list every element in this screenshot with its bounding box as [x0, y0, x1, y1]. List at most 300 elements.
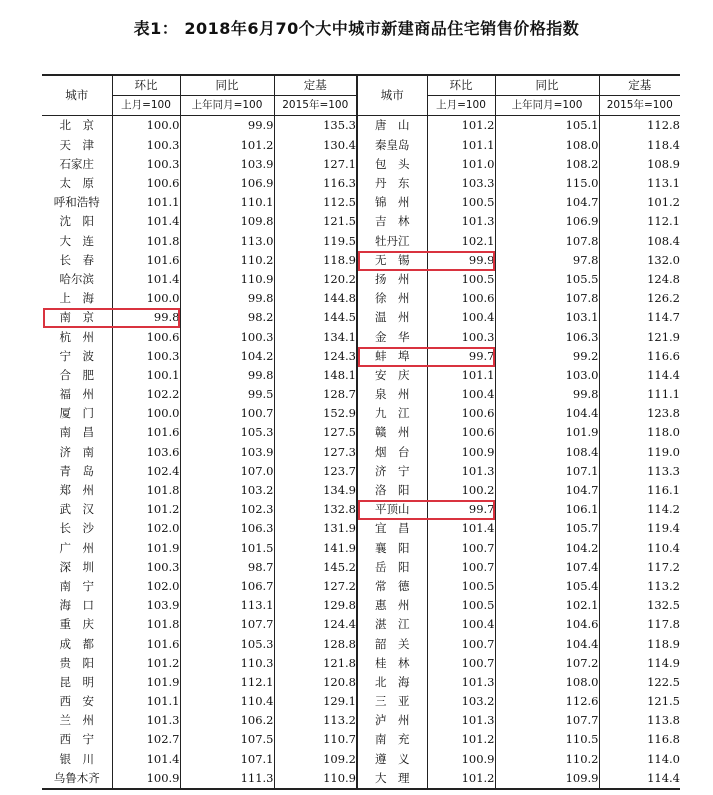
base-left-cell: 121.5	[274, 212, 357, 231]
yoy-right-cell: 110.2	[495, 750, 599, 769]
base-left-cell: 116.3	[274, 174, 357, 193]
city-left-cell: 呼和浩特	[53, 195, 100, 210]
table-row	[42, 212, 680, 231]
mom-left-cell: 102.2	[112, 385, 180, 404]
city-right-cell: 襄 阳	[357, 539, 427, 558]
yoy-left-cell: 107.7	[180, 615, 274, 634]
city-right-cell: 北 海	[357, 673, 427, 692]
base-left-cell: 127.2	[274, 577, 357, 596]
city-right-cell: 桂 林	[357, 654, 427, 673]
yoy-left-cell: 100.3	[180, 327, 274, 346]
base-left-cell: 121.8	[274, 654, 357, 673]
mom-left-cell: 101.6	[112, 634, 180, 653]
yoy-right-cell: 106.9	[495, 212, 599, 231]
base-left-cell: 152.9	[274, 404, 357, 423]
mom-right-cell: 100.6	[427, 289, 495, 308]
mom-left-cell: 100.3	[112, 347, 180, 366]
city-right-cell: 包 头	[357, 155, 427, 174]
mom-right-cell: 100.4	[427, 385, 495, 404]
city-right-cell: 温 州	[357, 308, 427, 327]
page-title: 表1： 2018年6月70个大中城市新建商品住宅销售价格指数	[133, 19, 580, 38]
mom-left-cell: 100.0	[112, 289, 180, 308]
mom-right-cell: 99.9	[427, 251, 495, 270]
city-right-cell: 洛 阳	[357, 481, 427, 500]
yoy-right-cell: 108.0	[495, 673, 599, 692]
yoy-right-cell: 102.1	[495, 596, 599, 615]
base-right-cell: 116.1	[599, 481, 680, 500]
city-left-cell: 贵 阳	[59, 655, 94, 670]
city-right-cell: 吉 林	[357, 212, 427, 231]
city-left-cell: 重 庆	[59, 617, 94, 632]
mom-left-cell: 100.6	[112, 174, 180, 193]
table-row	[42, 615, 680, 634]
city-right-cell: 三 亚	[357, 692, 427, 711]
mom-left-cell: 101.8	[112, 481, 180, 500]
table-row	[42, 692, 680, 711]
yoy-left-cell: 102.3	[180, 500, 274, 519]
yoy-left-cell: 106.2	[180, 711, 274, 730]
base-right-cell: 119.4	[599, 519, 680, 538]
yoy-left-cell: 109.8	[180, 212, 274, 231]
base-left-cell: 131.9	[274, 519, 357, 538]
city-left-cell: 石家庄	[59, 156, 94, 171]
city-right-cell: 唐 山	[357, 116, 427, 136]
table-row	[42, 539, 680, 558]
base-right-cell: 114.4	[599, 769, 680, 789]
city-right-cell: 遵 义	[357, 750, 427, 769]
city-left-cell: 南 昌	[59, 425, 94, 440]
city-right-cell: 泉 州	[357, 385, 427, 404]
subheader-yoy-right: 上年同月=100	[495, 96, 599, 116]
yoy-right-cell: 108.0	[495, 136, 599, 155]
yoy-right-cell: 104.7	[495, 481, 599, 500]
base-left-cell: 135.3	[274, 116, 357, 136]
base-left-cell: 128.7	[274, 385, 357, 404]
mom-right-cell: 99.7	[427, 347, 495, 366]
base-right-cell: 132.0	[599, 251, 680, 270]
yoy-right-cell: 105.5	[495, 270, 599, 289]
table-row	[42, 750, 680, 769]
mom-right-cell: 101.4	[427, 519, 495, 538]
subheader-mom-left: 上月=100	[112, 96, 180, 116]
yoy-left-cell: 110.1	[180, 193, 274, 212]
subheader-mom-right: 上月=100	[427, 96, 495, 116]
mom-right-cell: 101.0	[427, 155, 495, 174]
yoy-right-cell: 104.4	[495, 634, 599, 653]
mom-left-cell: 102.0	[112, 577, 180, 596]
table-row	[42, 634, 680, 653]
yoy-left-cell: 100.7	[180, 404, 274, 423]
city-left-cell: 大 连	[59, 233, 94, 248]
city-left-cell: 太 原	[59, 176, 94, 191]
yoy-left-cell: 99.9	[180, 116, 274, 136]
yoy-left-cell: 113.1	[180, 596, 274, 615]
base-left-cell: 109.2	[274, 750, 357, 769]
base-right-cell: 118.0	[599, 423, 680, 442]
city-right-cell: 南 充	[357, 730, 427, 749]
city-right-cell: 韶 关	[357, 634, 427, 653]
mom-left-cell: 100.3	[112, 136, 180, 155]
city-right-cell: 牡丹江	[357, 232, 427, 251]
yoy-left-cell: 101.5	[180, 539, 274, 558]
table-row	[42, 136, 680, 155]
yoy-left-cell: 101.2	[180, 136, 274, 155]
base-left-cell: 148.1	[274, 366, 357, 385]
base-right-cell: 113.8	[599, 711, 680, 730]
table-row	[42, 673, 680, 692]
yoy-left-cell: 103.9	[180, 443, 274, 462]
base-right-cell: 123.8	[599, 404, 680, 423]
yoy-right-cell: 107.1	[495, 462, 599, 481]
mom-left-cell: 101.8	[112, 615, 180, 634]
city-right-cell: 惠 州	[357, 596, 427, 615]
city-left-cell: 西 宁	[59, 732, 94, 747]
base-left-cell: 129.1	[274, 692, 357, 711]
mom-left-cell: 102.4	[112, 462, 180, 481]
city-right-cell: 丹 东	[357, 174, 427, 193]
base-right-cell: 114.2	[599, 500, 680, 519]
table-row	[42, 289, 680, 308]
city-right-cell: 无 锡	[357, 251, 427, 270]
table-row	[42, 769, 680, 789]
mom-left-cell: 100.9	[112, 769, 180, 789]
city-right-cell: 岳 阳	[357, 558, 427, 577]
base-right-cell: 113.3	[599, 462, 680, 481]
header-mom-left: 环比	[112, 75, 180, 96]
yoy-right-cell: 112.6	[495, 692, 599, 711]
city-left-cell: 成 都	[59, 636, 94, 651]
base-right-cell: 121.5	[599, 692, 680, 711]
base-right-cell: 132.5	[599, 596, 680, 615]
yoy-right-cell: 103.0	[495, 366, 599, 385]
mom-left-cell: 102.0	[112, 519, 180, 538]
city-right-cell: 赣 州	[357, 423, 427, 442]
yoy-left-cell: 103.9	[180, 155, 274, 174]
base-left-cell: 127.5	[274, 423, 357, 442]
mom-left-cell: 101.4	[112, 212, 180, 231]
base-right-cell: 121.9	[599, 327, 680, 346]
base-right-cell: 124.8	[599, 270, 680, 289]
mom-right-cell: 101.3	[427, 673, 495, 692]
base-right-cell: 108.9	[599, 155, 680, 174]
header-mom-right: 环比	[427, 75, 495, 96]
city-left-cell: 青 岛	[59, 463, 94, 478]
city-right-cell: 宜 昌	[357, 519, 427, 538]
base-left-cell: 119.5	[274, 232, 357, 251]
table-row	[42, 308, 680, 327]
base-right-cell: 110.4	[599, 539, 680, 558]
mom-left-cell: 101.1	[112, 193, 180, 212]
table-row	[42, 500, 680, 519]
yoy-left-cell: 110.2	[180, 251, 274, 270]
mom-right-cell: 100.7	[427, 654, 495, 673]
city-left-cell: 杭 州	[59, 329, 94, 344]
mom-right-cell: 100.7	[427, 634, 495, 653]
yoy-right-cell: 110.5	[495, 730, 599, 749]
city-left-cell: 银 川	[59, 751, 94, 766]
city-right-cell: 常 德	[357, 577, 427, 596]
price-index-table	[42, 74, 680, 790]
yoy-left-cell: 107.0	[180, 462, 274, 481]
base-left-cell: 113.2	[274, 711, 357, 730]
table-row	[42, 711, 680, 730]
table-body	[42, 116, 680, 789]
yoy-right-cell: 97.8	[495, 251, 599, 270]
mom-left-cell: 101.9	[112, 539, 180, 558]
mom-left-cell: 100.6	[112, 327, 180, 346]
base-right-cell: 108.4	[599, 232, 680, 251]
city-right-cell: 锦 州	[357, 193, 427, 212]
header-city-right: 城市	[357, 75, 427, 116]
yoy-left-cell: 106.7	[180, 577, 274, 596]
base-left-cell: 127.1	[274, 155, 357, 174]
base-left-cell: 123.7	[274, 462, 357, 481]
mom-left-cell: 100.0	[112, 116, 180, 136]
base-left-cell: 134.1	[274, 327, 357, 346]
mom-right-cell: 100.7	[427, 558, 495, 577]
table-row	[42, 366, 680, 385]
yoy-left-cell: 106.9	[180, 174, 274, 193]
mom-right-cell: 101.3	[427, 462, 495, 481]
city-left-cell: 郑 州	[59, 483, 94, 498]
yoy-right-cell: 101.9	[495, 423, 599, 442]
header-yoy-left: 同比	[180, 75, 274, 96]
header-yoy-right: 同比	[495, 75, 599, 96]
subheader-yoy-left: 上年同月=100	[180, 96, 274, 116]
city-left-cell: 深 圳	[59, 559, 94, 574]
mom-left-cell: 103.9	[112, 596, 180, 615]
yoy-left-cell: 98.7	[180, 558, 274, 577]
yoy-left-cell: 107.1	[180, 750, 274, 769]
base-left-cell: 144.5	[274, 308, 357, 327]
base-right-cell: 126.2	[599, 289, 680, 308]
yoy-right-cell: 105.1	[495, 116, 599, 136]
city-left-cell: 天 津	[59, 137, 94, 152]
mom-left-cell: 100.3	[112, 558, 180, 577]
city-right-cell: 济 宁	[357, 462, 427, 481]
mom-left-cell: 101.6	[112, 423, 180, 442]
mom-right-cell: 100.5	[427, 270, 495, 289]
mom-left-cell: 101.4	[112, 750, 180, 769]
table-row	[42, 404, 680, 423]
yoy-right-cell: 105.7	[495, 519, 599, 538]
table-row	[42, 596, 680, 615]
yoy-left-cell: 110.9	[180, 270, 274, 289]
mom-left-cell: 101.2	[112, 654, 180, 673]
yoy-right-cell: 105.4	[495, 577, 599, 596]
city-left-cell: 乌鲁木齐	[42, 769, 112, 789]
table-row	[42, 347, 680, 366]
base-left-cell: 132.8	[274, 500, 357, 519]
base-right-cell: 119.0	[599, 443, 680, 462]
yoy-left-cell: 113.0	[180, 232, 274, 251]
base-left-cell: 144.8	[274, 289, 357, 308]
mom-right-cell: 100.9	[427, 750, 495, 769]
base-left-cell: 120.8	[274, 673, 357, 692]
mom-right-cell: 100.6	[427, 404, 495, 423]
base-right-cell: 112.8	[599, 116, 680, 136]
mom-right-cell: 100.4	[427, 615, 495, 634]
city-left-cell: 长 春	[59, 252, 94, 267]
mom-left-cell: 100.1	[112, 366, 180, 385]
base-right-cell: 114.9	[599, 654, 680, 673]
yoy-left-cell: 98.2	[180, 308, 274, 327]
yoy-right-cell: 99.8	[495, 385, 599, 404]
base-left-cell: 127.3	[274, 443, 357, 462]
mom-left-cell: 100.3	[112, 155, 180, 174]
mom-left-cell: 103.6	[112, 443, 180, 462]
yoy-right-cell: 115.0	[495, 174, 599, 193]
base-right-cell: 117.8	[599, 615, 680, 634]
base-right-cell: 101.2	[599, 193, 680, 212]
base-right-cell: 111.1	[599, 385, 680, 404]
city-left-cell: 沈 阳	[59, 214, 94, 229]
city-left-cell: 合 肥	[59, 367, 94, 382]
base-left-cell: 141.9	[274, 539, 357, 558]
table-row	[42, 558, 680, 577]
yoy-right-cell: 104.6	[495, 615, 599, 634]
city-left-cell: 厦 门	[59, 406, 94, 421]
mom-left-cell: 99.8	[112, 308, 180, 327]
table-row	[42, 251, 680, 270]
yoy-left-cell: 107.5	[180, 730, 274, 749]
mom-right-cell: 100.5	[427, 577, 495, 596]
base-right-cell: 116.6	[599, 347, 680, 366]
mom-right-cell: 101.3	[427, 711, 495, 730]
mom-right-cell: 100.5	[427, 193, 495, 212]
base-left-cell: 110.9	[274, 769, 357, 789]
base-left-cell: 124.3	[274, 347, 357, 366]
yoy-right-cell: 107.4	[495, 558, 599, 577]
mom-right-cell: 101.2	[427, 116, 495, 136]
city-right-cell: 金 华	[357, 327, 427, 346]
table-row	[42, 654, 680, 673]
yoy-left-cell: 99.5	[180, 385, 274, 404]
base-left-cell: 110.7	[274, 730, 357, 749]
yoy-left-cell: 112.1	[180, 673, 274, 692]
city-right-cell: 泸 州	[357, 711, 427, 730]
city-left-cell: 昆 明	[59, 674, 94, 689]
yoy-right-cell: 109.9	[495, 769, 599, 789]
header-city-left: 城市	[42, 75, 112, 116]
city-right-cell: 湛 江	[357, 615, 427, 634]
base-left-cell: 118.9	[274, 251, 357, 270]
city-left-cell: 南 京	[59, 310, 94, 325]
yoy-right-cell: 108.4	[495, 443, 599, 462]
mom-left-cell: 101.1	[112, 692, 180, 711]
city-left-cell: 西 安	[59, 694, 94, 709]
city-left-cell: 宁 波	[59, 348, 94, 363]
yoy-right-cell: 107.8	[495, 289, 599, 308]
yoy-right-cell: 107.7	[495, 711, 599, 730]
yoy-right-cell: 104.7	[495, 193, 599, 212]
base-right-cell: 113.1	[599, 174, 680, 193]
mom-right-cell: 101.2	[427, 769, 495, 789]
base-right-cell: 114.0	[599, 750, 680, 769]
yoy-left-cell: 111.3	[180, 769, 274, 789]
yoy-left-cell: 105.3	[180, 423, 274, 442]
table-row	[42, 519, 680, 538]
mom-right-cell: 101.2	[427, 730, 495, 749]
yoy-right-cell: 104.2	[495, 539, 599, 558]
base-left-cell: 120.2	[274, 270, 357, 289]
mom-right-cell: 100.4	[427, 308, 495, 327]
base-right-cell: 117.2	[599, 558, 680, 577]
yoy-left-cell: 105.3	[180, 634, 274, 653]
table-row	[42, 577, 680, 596]
city-right-cell: 平顶山	[357, 500, 427, 519]
base-right-cell: 113.2	[599, 577, 680, 596]
city-left-cell: 长 沙	[59, 521, 94, 536]
city-left-cell: 兰 州	[59, 713, 94, 728]
base-left-cell: 145.2	[274, 558, 357, 577]
city-right-cell: 秦皇岛	[357, 136, 427, 155]
city-left-cell: 上 海	[59, 291, 94, 306]
mom-right-cell: 101.1	[427, 366, 495, 385]
mom-right-cell: 100.7	[427, 539, 495, 558]
city-right-cell: 扬 州	[357, 270, 427, 289]
subheader-base-left: 2015年=100	[274, 96, 357, 116]
table-row	[42, 193, 680, 212]
table-row	[42, 174, 680, 193]
table-row	[42, 730, 680, 749]
header-base-right: 定基	[599, 75, 680, 96]
table-row	[42, 232, 680, 251]
mom-left-cell: 101.8	[112, 232, 180, 251]
mom-left-cell: 101.2	[112, 500, 180, 519]
table-row	[42, 443, 680, 462]
table-row	[42, 270, 680, 289]
base-right-cell: 114.7	[599, 308, 680, 327]
city-left-cell: 南 宁	[59, 578, 94, 593]
city-right-cell: 九 江	[357, 404, 427, 423]
base-right-cell: 122.5	[599, 673, 680, 692]
yoy-right-cell: 99.2	[495, 347, 599, 366]
mom-left-cell: 101.6	[112, 251, 180, 270]
yoy-right-cell: 106.3	[495, 327, 599, 346]
base-right-cell: 116.8	[599, 730, 680, 749]
city-left-cell: 济 南	[59, 444, 94, 459]
mom-right-cell: 100.2	[427, 481, 495, 500]
mom-right-cell: 100.9	[427, 443, 495, 462]
yoy-left-cell: 104.2	[180, 347, 274, 366]
city-right-cell: 烟 台	[357, 443, 427, 462]
yoy-right-cell: 103.1	[495, 308, 599, 327]
yoy-right-cell: 107.8	[495, 232, 599, 251]
base-right-cell: 118.4	[599, 136, 680, 155]
mom-right-cell: 100.6	[427, 423, 495, 442]
base-left-cell: 129.8	[274, 596, 357, 615]
yoy-left-cell: 110.3	[180, 654, 274, 673]
base-left-cell: 134.9	[274, 481, 357, 500]
city-left-cell: 广 州	[59, 540, 94, 555]
table-row	[42, 327, 680, 346]
base-right-cell: 114.4	[599, 366, 680, 385]
mom-left-cell: 101.9	[112, 673, 180, 692]
city-right-cell: 蚌 埠	[357, 347, 427, 366]
table-header	[42, 75, 680, 116]
mom-left-cell: 102.7	[112, 730, 180, 749]
base-left-cell: 112.5	[274, 193, 357, 212]
yoy-right-cell: 106.1	[495, 500, 599, 519]
table-row	[42, 423, 680, 442]
base-left-cell: 124.4	[274, 615, 357, 634]
city-right-cell: 大 理	[357, 769, 427, 789]
city-right-cell: 徐 州	[357, 289, 427, 308]
mom-left-cell: 101.3	[112, 711, 180, 730]
base-left-cell: 130.4	[274, 136, 357, 155]
yoy-left-cell: 110.4	[180, 692, 274, 711]
